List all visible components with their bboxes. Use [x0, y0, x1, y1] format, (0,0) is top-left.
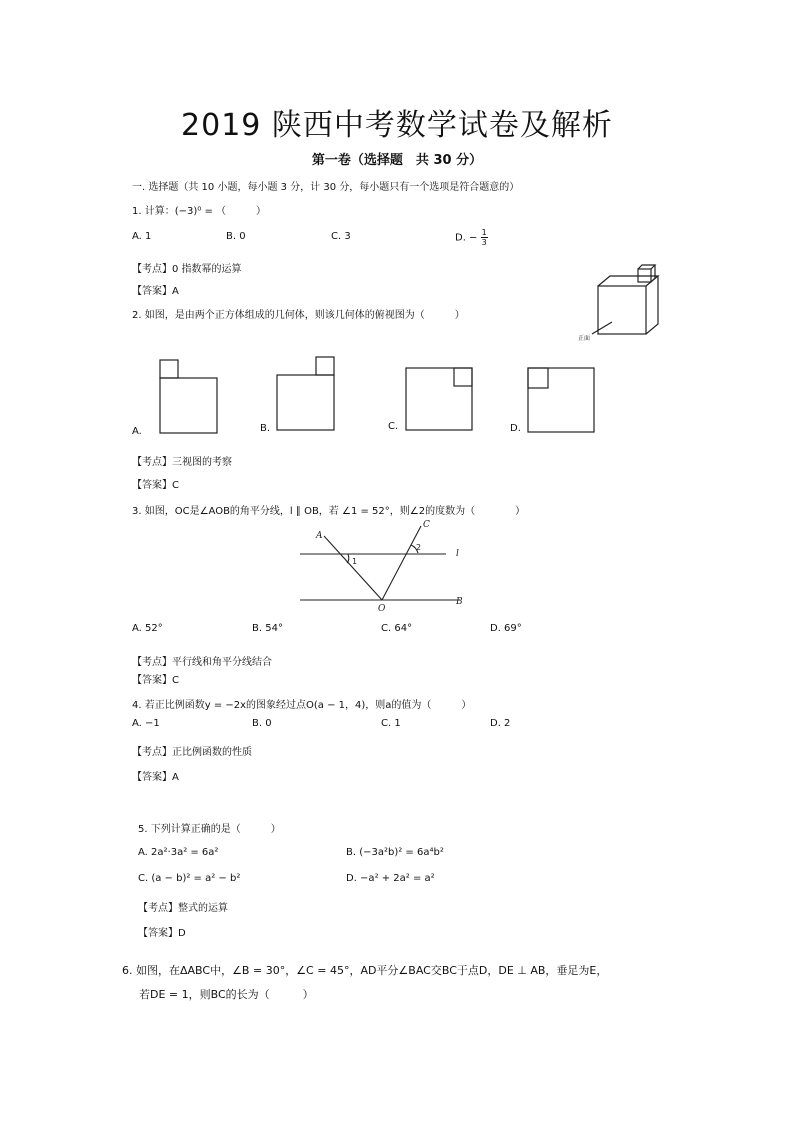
q4-answer: 【答案】A [132, 772, 179, 783]
q4-kaodian: 【考点】正比例函数的性质 [132, 747, 252, 758]
q6-line1: 6. 如图，在ΔABC中，∠B = 30°，∠C = 45°，AD平分∠BAC交BC于点D，DE ⊥ AB，垂足为E， [122, 964, 608, 977]
q2-stem: 2. 如图，是由两个正方体组成的几何体，则该几何体的俯视图为（ ） [132, 310, 465, 321]
q3-figure [290, 518, 480, 612]
q2-option-b: B. [260, 423, 271, 434]
q3-label-l: l [456, 549, 459, 559]
q5-stem: 5. 下列计算正确的是（ ） [138, 824, 281, 835]
q3-kaodian: 【考点】平行线和角平分线结合 [132, 657, 272, 668]
q3-label-a: A [316, 531, 323, 541]
q2-option-d-view [524, 364, 599, 436]
q5-option-d: D. −a² + 2a² = a² [346, 873, 435, 884]
q4-stem: 4. 若正比例函数y = −2x的图象经过点O(a − 1，4)，则a的值为（ ） [132, 700, 472, 711]
q1-kaodian: 【考点】0 指数幂的运算 [132, 264, 242, 275]
q3-answer: 【答案】C [132, 675, 179, 686]
q1-stem: 1. 计算：(−3)⁰ = （ ） [132, 206, 267, 217]
section-instructions: 一. 选择题（共 10 小题，每小题 3 分，计 30 分，每小题只有一个选项是符合题意的） [132, 182, 520, 193]
q5-option-a: A. 2a²·3a² = 6a² [138, 847, 219, 858]
q2-kaodian: 【考点】三视图的考察 [132, 457, 232, 468]
q2-option-a-view [155, 356, 225, 436]
q2-answer: 【答案】C [132, 480, 179, 491]
q3-angle-2: 2 [416, 543, 422, 552]
q3-label-o: O [378, 604, 386, 614]
q1-answer: 【答案】A [132, 286, 179, 297]
q1-fraction-numerator: 1 [481, 228, 487, 237]
q2-solid-figure [570, 262, 670, 344]
q3-option-d: D. 69° [490, 623, 522, 634]
q2-option-d: D. [510, 423, 521, 434]
section-heading: 第一卷（选择题 共 30 分） [311, 153, 483, 168]
q1-option-d-fraction [481, 228, 488, 247]
q2-option-a: A. [132, 426, 142, 437]
q3-label-b: B [456, 597, 463, 607]
q3-option-c: C. 64° [381, 623, 413, 634]
q2-option-c-view [402, 364, 477, 434]
q4-option-a: A. −1 [132, 718, 160, 729]
q1-option-b: B. 0 [226, 231, 246, 242]
q2-option-b-view [272, 353, 342, 433]
q3-option-b: B. 54° [252, 623, 283, 634]
q4-option-c: C. 1 [381, 718, 401, 729]
q4-option-b: B. 0 [252, 718, 272, 729]
q3-stem: 3. 如图，OC是∠AOB的角平分线，l ∥ OB，若 ∠1 = 52°，则∠2的度数为（ ） [132, 506, 526, 517]
q1-option-c: C. 3 [331, 231, 351, 242]
q5-option-c: C. (a − b)² = a² − b² [138, 873, 241, 884]
q3-label-c: C [423, 520, 430, 530]
q2-front-label: 正面 [578, 335, 591, 342]
q1-option-d-prefix: D. − [455, 232, 478, 244]
q6-line2: 若DE = 1，则BC的长为（ ） [139, 988, 314, 1001]
q5-answer: 【答案】D [138, 928, 186, 939]
page-title: 2019 陕西中考数学试卷及解析 [181, 108, 613, 143]
q5-option-b: B. (−3a²b)² = 6a⁴b² [346, 847, 444, 858]
q4-option-d: D. 2 [490, 718, 511, 729]
q2-option-c: C. [388, 421, 399, 432]
q1-fraction-denominator: 3 [481, 238, 487, 247]
q3-angle-1: 1 [352, 557, 358, 566]
q1-option-d [455, 228, 488, 247]
q1-option-a: A. 1 [132, 231, 152, 242]
q3-option-a: A. 52° [132, 623, 163, 634]
q5-kaodian: 【考点】整式的运算 [138, 903, 228, 914]
